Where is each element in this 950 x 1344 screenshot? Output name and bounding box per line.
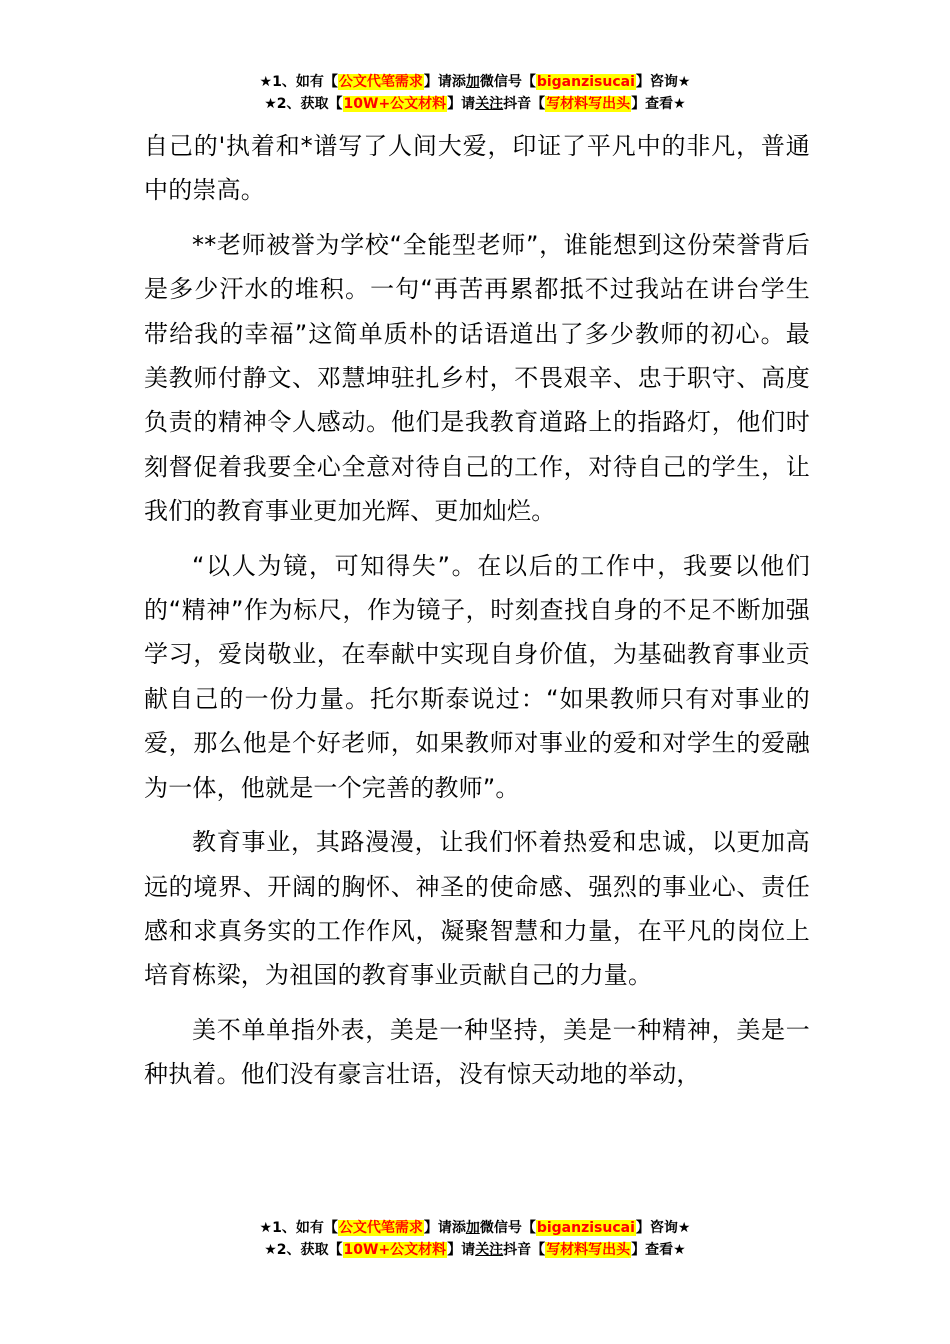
banner-text: 】咨询★ — [635, 1220, 691, 1236]
paragraph-5: 美不单单指外表，美是一种坚持，美是一种精神，美是一种执着。他们没有豪言壮语，没有惊天动地的举动， — [144, 1015, 810, 1089]
banner-text: ★1、如有【 — [259, 74, 338, 90]
header-banner — [0, 71, 950, 115]
paragraph-3: “以人为镜，可知得失”。在以后的工作中，我要以他们的“精神”作为标尺，作为镜子，时刻查找自身的不足不断加强学习，爱岗敬业，在奉献中实现自身价值，为基础教育事业贡献自己的一份力量。托尔斯泰说过：“如果教师只有对事业的爱，那么他是个好老师，如果教师对事业的爱和对学生的爱融为一体，他就是一个完善的教师”。 — [144, 551, 810, 802]
banner-text: 】查看★ — [631, 96, 686, 112]
banner-text: ★2、获取【 — [264, 1242, 343, 1258]
banner-line-1 — [0, 71, 950, 93]
banner-text: 】查看★ — [631, 1242, 686, 1258]
banner-line-2 — [0, 1239, 950, 1261]
banner-text: 】请添 — [423, 74, 466, 90]
banner-text: 】请添 — [423, 1220, 466, 1236]
banner-underlined: 加 — [465, 74, 480, 90]
banner-highlight-service: 公文代笔需求 — [338, 74, 423, 90]
banner-text: 抖音【 — [503, 96, 546, 112]
banner-line-1 — [0, 1217, 950, 1239]
banner-highlight-douyin: 写材料写出头 — [546, 1242, 631, 1258]
banner-text: 微信号【 — [479, 74, 536, 90]
footer-banner — [0, 1217, 950, 1261]
banner-highlight-wechat: biganzisucai — [536, 74, 635, 90]
banner-highlight-douyin: 写材料写出头 — [546, 96, 631, 112]
banner-text: 】咨询★ — [635, 74, 691, 90]
banner-underlined: 加 — [465, 1220, 480, 1236]
paragraph-4: 教育事业，其路漫漫，让我们怀着热爱和忠诚，以更加高远的境界、开阔的胸怀、神圣的使命感、强烈的事业心、责任感和求真务实的工作作风，凝聚智慧和力量，在平凡的岗位上培育栋梁，为祖国的教育事业贡献自己的力量。 — [144, 828, 810, 990]
banner-highlight-wechat: biganzisucai — [536, 1220, 635, 1236]
banner-text: ★2、获取【 — [264, 96, 343, 112]
banner-highlight-service: 公文代笔需求 — [338, 1220, 423, 1236]
banner-text: 】请 — [447, 96, 476, 112]
banner-text: 】请 — [447, 1242, 476, 1258]
paragraph-1: 自己的'执着和*谱写了人间大爱，印证了平凡中的非凡，普通中的崇高。 — [144, 132, 810, 205]
banner-underlined: 关注 — [475, 1242, 504, 1258]
banner-text: ★1、如有【 — [259, 1220, 338, 1236]
document-body — [144, 124, 810, 1107]
banner-highlight-materials: 10W+公文材料 — [343, 96, 447, 112]
banner-text: 抖音【 — [503, 1242, 546, 1258]
banner-highlight-materials: 10W+公文材料 — [343, 1242, 447, 1258]
banner-text: 微信号【 — [479, 1220, 536, 1236]
paragraph-2: **老师被誉为学校“全能型老师”，谁能想到这份荣誉背后是多少汗水的堆积。一句“再苦再累都抵不过我站在讲台学生带给我的幸福”这简单质朴的话语道出了多少教师的初心。最美教师付静文、邓慧坤驻扎乡村，不畏艰辛、忠于职守、高度负责的精神令人感动。他们是我教育道路上的指路灯，他们时刻督促着我要全心全意对待自己的工作，对待自己的学生，让我们的教育事业更加光辉、更加灿烂。 — [144, 230, 810, 526]
banner-underlined: 关注 — [475, 96, 504, 112]
banner-line-2 — [0, 93, 950, 115]
